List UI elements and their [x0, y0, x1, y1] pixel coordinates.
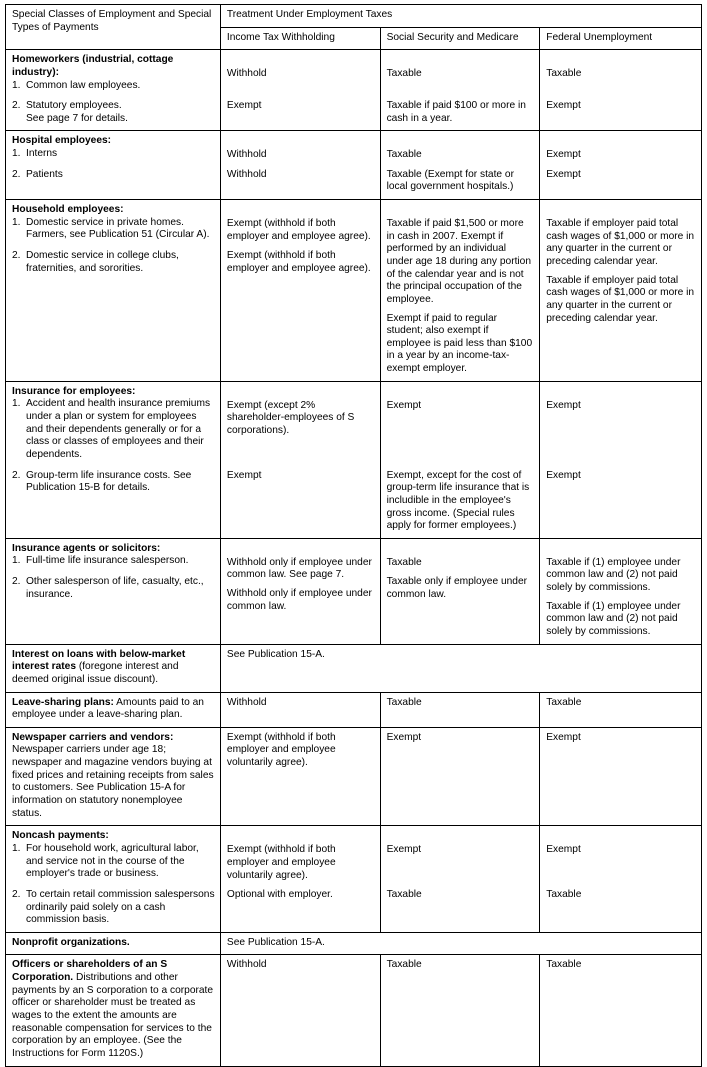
align-spacer: [546, 412, 696, 469]
treatment-text: Exempt: [546, 844, 581, 856]
category-heading: Officers or shareholders of an S Corporation. Distributions and other payments by an S corporation to a corporate officer or shareholder must be treated as wages to the extent the amounts are reasonable compensation for services to the corporation by an employee. (See the Instructions for Form 1120S.): [12, 959, 214, 1059]
item-text: Interns: [26, 148, 58, 160]
table-header: [6, 5, 702, 50]
treatment-income-tax-withholding-newspaper-carriers-and-vendors: [220, 727, 380, 825]
document-page: [0, 4, 707, 1059]
treatment-text: Exempt: [546, 399, 581, 411]
align-spacer: [387, 54, 535, 68]
align-spacer: [387, 857, 535, 889]
treatment-income-tax-withholding-leave-sharing-plans: [220, 692, 380, 727]
header-federal-unemployment: Federal Unemployment: [540, 27, 702, 50]
treatment-income-tax-withholding-insurance-agents-or-solicitors: [220, 538, 380, 644]
treatment-text: See Publication 15-A.: [226, 648, 325, 660]
treatment-text: Exempt (withhold if both employer and employee voluntarily agree).: [226, 844, 336, 881]
table-row: [6, 727, 702, 825]
align-spacer: [546, 204, 696, 218]
table-body: [6, 50, 702, 1066]
category-cell-household-employees: [6, 200, 221, 382]
category-cell-newspaper-carriers-and-vendors: [6, 727, 221, 825]
treatment-text: Exempt: [546, 149, 581, 161]
treatment-text: Taxable only if employee under common law.: [386, 576, 528, 600]
category-item: [12, 555, 215, 568]
category-heading: Household employees:: [12, 204, 124, 216]
treatment-text: Exempt (except 2% shareholder-employees of S corporations).: [226, 399, 355, 437]
treatment-text: Taxable: [386, 149, 422, 161]
category-heading: Insurance agents or solicitors:: [12, 542, 161, 554]
category-item: [12, 576, 215, 601]
treatment-text: Taxable if paid $1,500 or more in cash in 2007. Exempt if performed by an individual under age 18 during any portion of the calendar year and is not the principal occupation of the employee.: [386, 218, 532, 305]
treatment-text: Taxable: [386, 556, 422, 568]
treatment-federal-unemployment-insurance-agents-or-solicitors: [540, 538, 702, 644]
item-number: 1.: [12, 842, 21, 854]
align-spacer: [387, 162, 535, 169]
treatment-text: Taxable: [546, 68, 582, 80]
align-spacer: [227, 54, 375, 68]
treatment-federal-unemployment-newspaper-carriers-and-vendors: [540, 727, 702, 825]
category-item: [12, 250, 215, 275]
table-row: [6, 538, 702, 644]
category-item: [12, 889, 215, 927]
treatment-text: Withhold only if employee under common law.: [226, 588, 372, 612]
item-text: Patients: [26, 168, 63, 180]
category-item: [12, 470, 215, 495]
category-cell-noncash-payments: [6, 826, 221, 932]
item-text: For household work, agricultural labor, and service not in the course of the employer's trade or business.: [26, 842, 199, 880]
category-heading: Noncash payments:: [12, 830, 109, 842]
item-number: 2.: [12, 469, 21, 481]
align-spacer: [227, 543, 375, 557]
treatment-text: Exempt (withhold if both employer and employee voluntarily agree).: [226, 731, 336, 769]
treatment-federal-unemployment-household-employees: [540, 200, 702, 382]
treatment-text: Withhold: [226, 696, 267, 708]
align-spacer: [546, 54, 696, 68]
treatment-text: Taxable if paid $100 or more in cash in a year.: [386, 100, 526, 124]
category-item: [12, 843, 215, 881]
align-spacer: [546, 386, 696, 400]
align-spacer: [387, 830, 535, 844]
item-text: Full-time life insurance salesperson.: [26, 555, 189, 567]
category-heading: Insurance for employees:: [12, 385, 136, 397]
align-spacer: [387, 135, 535, 149]
treatment-social-security-medicare-household-employees: [380, 200, 540, 382]
treatment-federal-unemployment-insurance-for-employees: [540, 381, 702, 538]
align-spacer: [387, 204, 535, 218]
item-text: Domestic service in college clubs, fraternities, and sororities.: [26, 249, 179, 274]
treatment-text: Withhold: [226, 68, 267, 80]
category-cell-leave-sharing-plans: [6, 692, 221, 727]
treatment-text: Exempt: [546, 168, 581, 180]
category-item: [12, 217, 215, 242]
category-heading: Leave-sharing plans: Amounts paid to an employee under a leave-sharing plan.: [12, 696, 204, 721]
category-item: [12, 169, 215, 182]
treatment-income-tax-withholding-household-employees: [220, 200, 380, 382]
align-spacer: [387, 543, 535, 557]
treatment-text: Exempt (withhold if both employer and employee agree).: [226, 249, 371, 274]
table-row: [6, 692, 702, 727]
treatment-social-security-medicare-noncash-payments: [380, 826, 540, 932]
treatment-text: Taxable if (1) employee under common law and (2) not paid solely by commissions.: [546, 556, 681, 594]
header-income-tax-withholding: Income Tax Withholding: [220, 27, 380, 50]
treatment-text: Taxable (Exempt for state or local government hospitals.): [386, 168, 514, 193]
treatment-text: Withhold: [226, 168, 267, 180]
treatment-social-security-medicare-insurance-agents-or-solicitors: [380, 538, 540, 644]
treatment-text: Taxable if (1) employee under common law and (2) not paid solely by commissions.: [546, 600, 681, 637]
align-spacer: [227, 204, 375, 218]
category-heading: Interest on loans with below-market interest rates (foregone interest and deemed original issue discount).: [12, 648, 186, 685]
align-spacer: [546, 543, 696, 557]
category-cell-interest-on-loans: [6, 644, 221, 692]
treatment-text: Exempt, except for the cost of group-term life insurance that is includible in the employee's gross income. (Special rules apply for former employees.): [386, 469, 530, 532]
treatment-federal-unemployment-homeworkers: [540, 50, 702, 131]
treatment-all-columns-interest-on-loans: [220, 644, 701, 692]
category-item-list: [12, 555, 215, 601]
treatment-social-security-medicare-hospital-employees: [380, 131, 540, 200]
treatment-text: Exempt: [546, 731, 581, 743]
treatment-social-security-medicare-insurance-for-employees: [380, 381, 540, 538]
category-heading: Homeworkers (industrial, cottage industry):: [12, 54, 174, 78]
table-row: [6, 644, 702, 692]
item-number: 1.: [12, 79, 21, 91]
category-heading: Newspaper carriers and vendors: Newspaper carriers under age 18; newspaper and magazine vendors buying at fixed prices and retaining receipts from sales to customers. See Publication 15-A for information on statutory nonemployee status.: [12, 731, 214, 819]
treatment-income-tax-withholding-noncash-payments: [220, 826, 380, 932]
align-spacer: [387, 569, 535, 576]
category-item: [12, 398, 215, 461]
item-number: 2.: [12, 576, 21, 588]
treatment-social-security-medicare-officers-or-shareholders-s-corporation: [380, 955, 540, 1066]
header-treatment-group: Treatment Under Employment Taxes: [220, 5, 701, 28]
treatment-social-security-medicare-leave-sharing-plans: [380, 692, 540, 727]
table-row: [6, 131, 702, 200]
special-classes-employment-taxes-table: [5, 4, 702, 1067]
category-item-list: [12, 80, 215, 126]
item-number: 1.: [12, 216, 21, 228]
item-text: Common law employees.: [26, 79, 141, 91]
item-text: Accident and health insurance premiums under a plan or system for employees and their dependents generally or for a class or classes of employees and their dependents.: [26, 398, 211, 460]
align-spacer: [387, 81, 535, 100]
item-number: 2.: [12, 249, 21, 261]
treatment-federal-unemployment-leave-sharing-plans: [540, 692, 702, 727]
treatment-social-security-medicare-newspaper-carriers-and-vendors: [380, 727, 540, 825]
treatment-federal-unemployment-officers-or-shareholders-s-corporation: [540, 955, 702, 1066]
item-number: 1.: [12, 398, 21, 410]
align-spacer: [387, 386, 535, 400]
item-number: 2.: [12, 100, 21, 112]
category-item: [12, 80, 215, 93]
align-spacer: [546, 857, 696, 889]
table-row: [6, 826, 702, 932]
header-social-security-medicare: Social Security and Medicare: [380, 27, 540, 50]
treatment-text: Withhold only if employee under common law. See page 7.: [226, 556, 372, 581]
align-spacer: [546, 830, 696, 844]
category-cell-hospital-employees: [6, 131, 221, 200]
category-item-list: [12, 148, 215, 181]
header-special-classes: Special Classes of Employment and Special Types of Payments: [6, 5, 221, 50]
align-spacer: [546, 135, 696, 149]
treatment-income-tax-withholding-hospital-employees: [220, 131, 380, 200]
category-item-list: [12, 843, 215, 927]
treatment-text: Taxable: [546, 888, 582, 900]
item-subtext: See page 7 for details.: [26, 112, 128, 124]
treatment-text: Withhold: [226, 149, 267, 161]
category-cell-homeworkers: [6, 50, 221, 131]
align-spacer: [546, 81, 696, 100]
table-row: [6, 200, 702, 382]
treatment-text: Exempt: [226, 469, 262, 481]
category-heading: Hospital employees:: [12, 135, 112, 147]
treatment-text: Exempt: [386, 399, 422, 411]
item-text: Statutory employees.: [26, 100, 122, 112]
item-number: 1.: [12, 555, 21, 567]
treatment-text: Taxable: [386, 696, 422, 708]
table-row: [6, 50, 702, 131]
treatment-social-security-medicare-homeworkers: [380, 50, 540, 131]
category-item-list: [12, 217, 215, 276]
treatment-text: Exempt: [546, 100, 581, 112]
category-cell-insurance-for-employees: [6, 381, 221, 538]
treatment-income-tax-withholding-officers-or-shareholders-s-corporation: [220, 955, 380, 1066]
align-spacer: [227, 882, 375, 889]
treatment-text: Exempt: [386, 731, 422, 743]
category-item-list: [12, 398, 215, 494]
treatment-text: Exempt: [546, 469, 581, 481]
category-cell-officers-or-shareholders-s-corporation: [6, 955, 221, 1066]
align-spacer: [227, 438, 375, 470]
align-spacer: [227, 243, 375, 250]
table-header-row-1: [6, 5, 702, 28]
treatment-income-tax-withholding-homeworkers: [220, 50, 380, 131]
treatment-text: Exempt: [226, 100, 262, 112]
category-heading: Nonprofit organizations.: [12, 936, 130, 948]
treatment-text: Taxable: [546, 959, 582, 971]
item-number: 2.: [12, 168, 21, 180]
item-text: Other salesperson of life, casualty, etc., insurance.: [26, 576, 204, 600]
treatment-text: Exempt: [386, 844, 422, 856]
align-spacer: [546, 162, 696, 169]
treatment-text: Taxable: [386, 68, 422, 80]
category-cell-insurance-agents-or-solicitors: [6, 538, 221, 644]
item-number: 2.: [12, 888, 21, 900]
treatment-text: Taxable if employer paid total cash wages of $1,000 or more in any quarter in the current or preceding calendar year.: [546, 274, 695, 324]
align-spacer: [387, 412, 535, 469]
treatment-text: Taxable: [386, 888, 422, 900]
treatment-income-tax-withholding-insurance-for-employees: [220, 381, 380, 538]
item-text: Domestic service in private homes. Farmers, see Publication 51 (Circular A).: [26, 216, 210, 241]
align-spacer: [227, 830, 375, 844]
treatment-text: Exempt (withhold if both employer and employee agree).: [226, 218, 371, 242]
align-spacer: [227, 386, 375, 400]
treatment-federal-unemployment-noncash-payments: [540, 826, 702, 932]
item-number: 1.: [12, 148, 21, 160]
treatment-text: Taxable: [546, 696, 582, 708]
table-row: [6, 955, 702, 1066]
treatment-text: See Publication 15-A.: [226, 936, 325, 948]
item-text: Group-term life insurance costs. See Publication 15-B for details.: [26, 469, 192, 494]
treatment-text: Exempt if paid to regular student; also exempt if employee is paid less than $100 in a year by an income-tax-exempt employer.: [386, 312, 533, 375]
treatment-federal-unemployment-hospital-employees: [540, 131, 702, 200]
item-text: To certain retail commission salespersons ordinarily paid solely on a cash commission basis.: [26, 888, 215, 926]
align-spacer: [227, 81, 375, 100]
align-spacer: [227, 162, 375, 169]
treatment-text: Withhold: [226, 959, 267, 971]
category-item: [12, 148, 215, 161]
align-spacer: [227, 135, 375, 149]
category-item: [12, 100, 215, 125]
table-row: [6, 381, 702, 538]
treatment-text: Taxable if employer paid total cash wages of $1,000 or more in any quarter in the current or preceding calendar year.: [546, 218, 695, 267]
treatment-text: Taxable: [386, 959, 422, 971]
treatment-text: Optional with employer.: [226, 888, 333, 900]
